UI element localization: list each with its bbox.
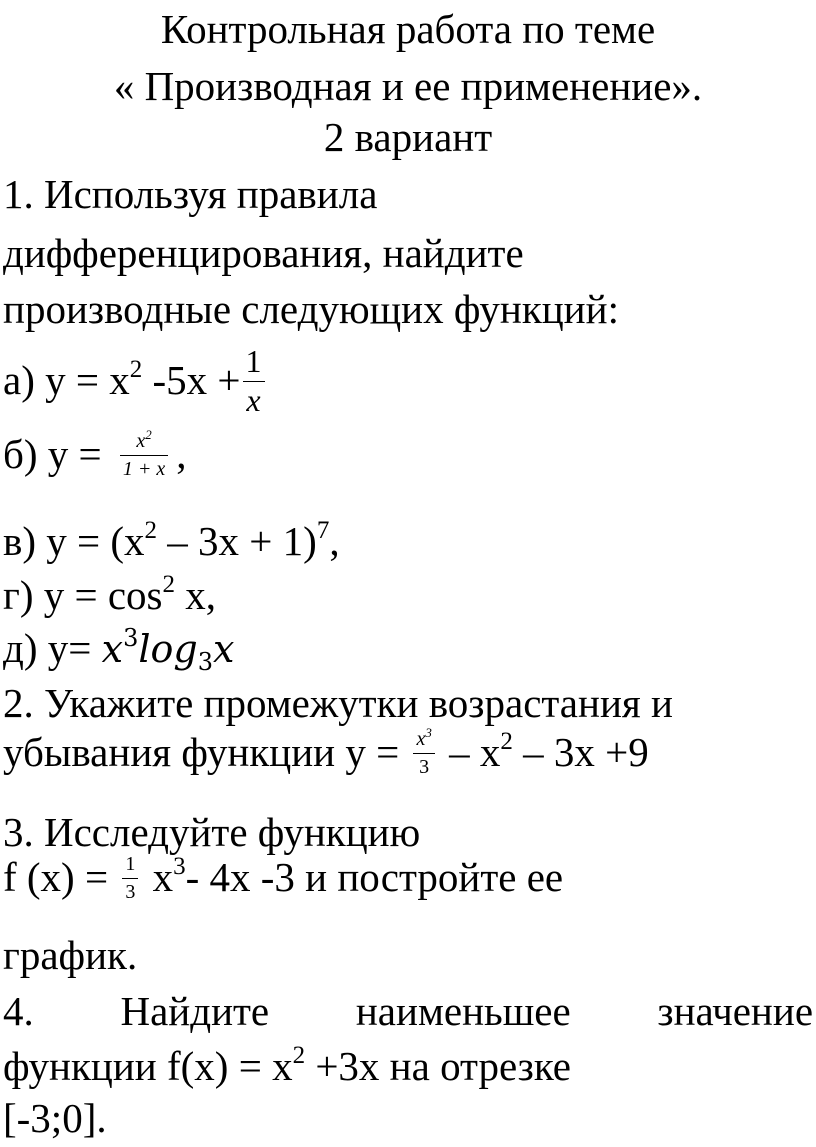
task1-item-d: д) $у= x^3\log_3x$ [3,624,235,676]
title-line-1: Контрольная работа по теме [160,6,656,52]
item-b-suffix: , [176,431,187,478]
task3-line3: график. [3,932,138,978]
item-a-prefix: а) $у = х^2$ -5х + [3,356,241,403]
task1-item-a [3,345,267,423]
task1-item-v: в) $у = (х^2 - 3х + 1)^7$, [3,517,340,564]
task4-line3: [-3;0]. [3,1095,107,1141]
task1-line3: производные следующих функций: [3,286,619,332]
task3-line2: f (x) = $\frac{1}{3}$ $x^3-$ 4x -3 и постройте ее [3,852,564,903]
task3-fraction: $\frac{1}{3}$ [122,854,138,902]
variant-label: 2 вариант [323,114,493,160]
task4-line1: 4. Найдите наименьшее значение [3,988,814,1034]
task3-line1: 3. Исследуйте функцию [3,809,421,855]
task1-item-b [3,426,187,500]
item-a-fraction: $\frac{1}{x}$ [243,345,265,416]
task4-line2: функции $f(x) = x^2 +3x$ на отрезке [3,1042,571,1089]
task2-line1: 2. Укажите промежутки возрастания и [3,680,673,726]
task2-fraction: $\frac{x^3}{3}$ [413,729,434,777]
task1-line2: дифференцирования, найдите [3,230,524,276]
task1-line1: 1. Используя правила [3,171,378,217]
item-d-formula: $x^3\log_3x$ [101,624,235,676]
title-line-2: « Производная и ее применение». [113,63,703,109]
item-b-prefix: б) у = [3,431,112,478]
task2-line2: убывания функции у = $\frac{x^3}{3}$ – $х^2 - 3х +9$ [3,724,649,778]
task1-item-g: г) $у = \cos^2 х$, [3,571,216,618]
item-b-fraction: $\frac{x^2}{1 + x}$ [120,431,168,479]
